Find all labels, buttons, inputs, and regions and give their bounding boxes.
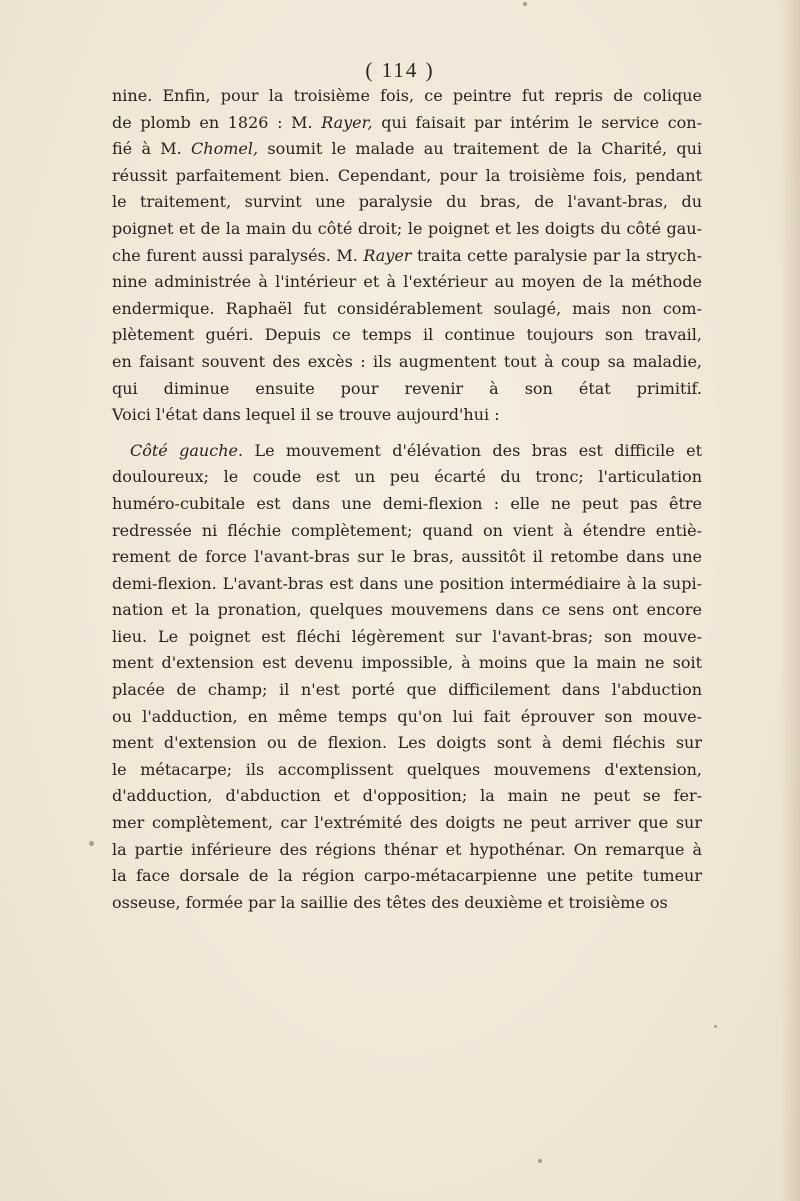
text-line [112,890,702,917]
text-line [112,597,702,624]
paragraph-gap [112,429,702,438]
text-line [112,571,702,598]
ink-speck [89,841,94,846]
text-segment: placée de champ; il n'est porté que difficilement dans l'abduction [112,680,702,700]
text-line [112,757,702,784]
text-segment: demi-flexion. L'avant-bras est dans une position intermédiaire à la supi- [112,573,702,593]
text-segment: qui faisait par intérim le service con- [372,112,702,132]
text-segment: douloureux; le coude est un peu écarté du tronc; l'articulation [112,467,702,487]
text-line [112,296,702,323]
text-segment: poignet et de la main du côté droit; le poignet et les doigts du côté gau- [112,218,702,238]
ink-speck [714,1025,717,1028]
text-segment: réussit parfaitement bien. Cependant, pour la troisième fois, pendant [112,165,702,185]
text-segment: en faisant souvent des excès : ils augmentent tout à coup sa maladie, [112,351,702,371]
text-line [112,136,702,163]
text-line [112,518,702,545]
text-segment: redressée ni fléchie complètement; quand on vient à étendre entiè- [112,520,702,540]
text-line [112,83,702,110]
text-segment: Voici l'état dans lequel il se trouve aujourd'hui : [112,405,500,425]
paragraph [112,438,702,917]
text-segment: plètement guéri. Depuis ce temps il continue toujours son travail, [112,325,702,345]
text-line [112,376,702,403]
text-segment: nine. Enfin, pour la troisième fois, ce peintre fut repris de colique [112,86,702,105]
text-segment: soumit le malade au traitement de la Charité, qui [258,139,702,159]
text-line [112,189,702,216]
italic-segment: Rayer [363,245,412,265]
text-segment: endermique. Raphaël fut considérablement soulagé, mais non com- [112,298,702,318]
text-segment: nation et la pronation, quelques mouvemens dans ce sens ont encore [112,600,702,620]
text-line [112,438,702,465]
text-line [112,110,702,137]
text-line [112,243,702,270]
text-segment: le traitement, survint une paralysie du bras, de l'avant-bras, du [112,192,702,212]
text-line [112,349,702,376]
text-segment: le métacarpe; ils accomplissent quelques mouvemens d'extension, [112,759,702,779]
text-segment: traita cette paralysie par la strych- [411,245,703,265]
text-line [112,810,702,837]
text-segment: lieu. Le poignet est fléchi légèrement sur l'avant-bras; son mouve- [112,626,702,646]
text-line [112,216,702,243]
text-line [112,650,702,677]
text-segment: la face dorsale de la région carpo-métacarpienne une petite tumeur [112,866,702,886]
paragraph [112,83,702,429]
text-segment: de plomb en 1826 : M. [112,112,322,132]
text-line [112,464,702,491]
ink-speck [538,1159,542,1163]
text-line [112,677,702,704]
text-segment: d'adduction, d'abduction et d'opposition; la main ne peut se fer- [112,786,702,806]
text-segment: huméro-cubitale est dans une demi-flexion : elle ne peut pas être [112,493,702,513]
ink-speck [523,2,527,6]
text-line [112,863,702,890]
text-segment: osseuse, formée par la saillie des têtes des deuxième et troisième os [112,892,668,912]
text-line [112,163,702,190]
text-line [112,322,702,349]
italic-segment: Chomel, [191,139,259,159]
text-line [112,544,702,571]
text-line [112,783,702,810]
text-segment: ment d'extension est devenu impossible, à moins que la main ne soit [112,653,702,673]
text-segment: Le mouvement d'élévation des bras est difficile et [243,440,703,460]
page-number: ( 114 ) [365,58,435,82]
text-line [112,704,702,731]
text-segment: fié à M. [112,139,192,159]
text-line [112,402,702,429]
body-text [112,83,702,916]
text-segment: la partie inférieure des régions thénar et hypothénar. On remarque à [112,839,702,859]
text-segment: ment d'extension ou de flexion. Les doigts sont à demi fléchis sur [112,733,702,753]
italic-segment: Côté gauche. [130,440,244,460]
text-line [112,269,702,296]
text-line [112,730,702,757]
page-edge-shadow [780,0,800,1201]
text-segment: che furent aussi paralysés. M. [112,245,364,265]
text-line [112,837,702,864]
text-segment: nine administrée à l'intérieur et à l'extérieur au moyen de la méthode [112,272,702,292]
text-segment: ou l'adduction, en même temps qu'on lui fait éprouver son mouve- [112,706,702,726]
italic-segment: Rayer, [321,112,373,132]
text-segment: rement de force l'avant-bras sur le bras, aussitôt il retombe dans une [112,547,702,567]
text-line [112,624,702,651]
text-line [112,491,702,518]
text-segment: qui diminue ensuite pour revenir à son état primitif. [112,378,702,398]
text-segment: mer complètement, car l'extrémité des doigts ne peut arriver que sur [112,813,702,833]
